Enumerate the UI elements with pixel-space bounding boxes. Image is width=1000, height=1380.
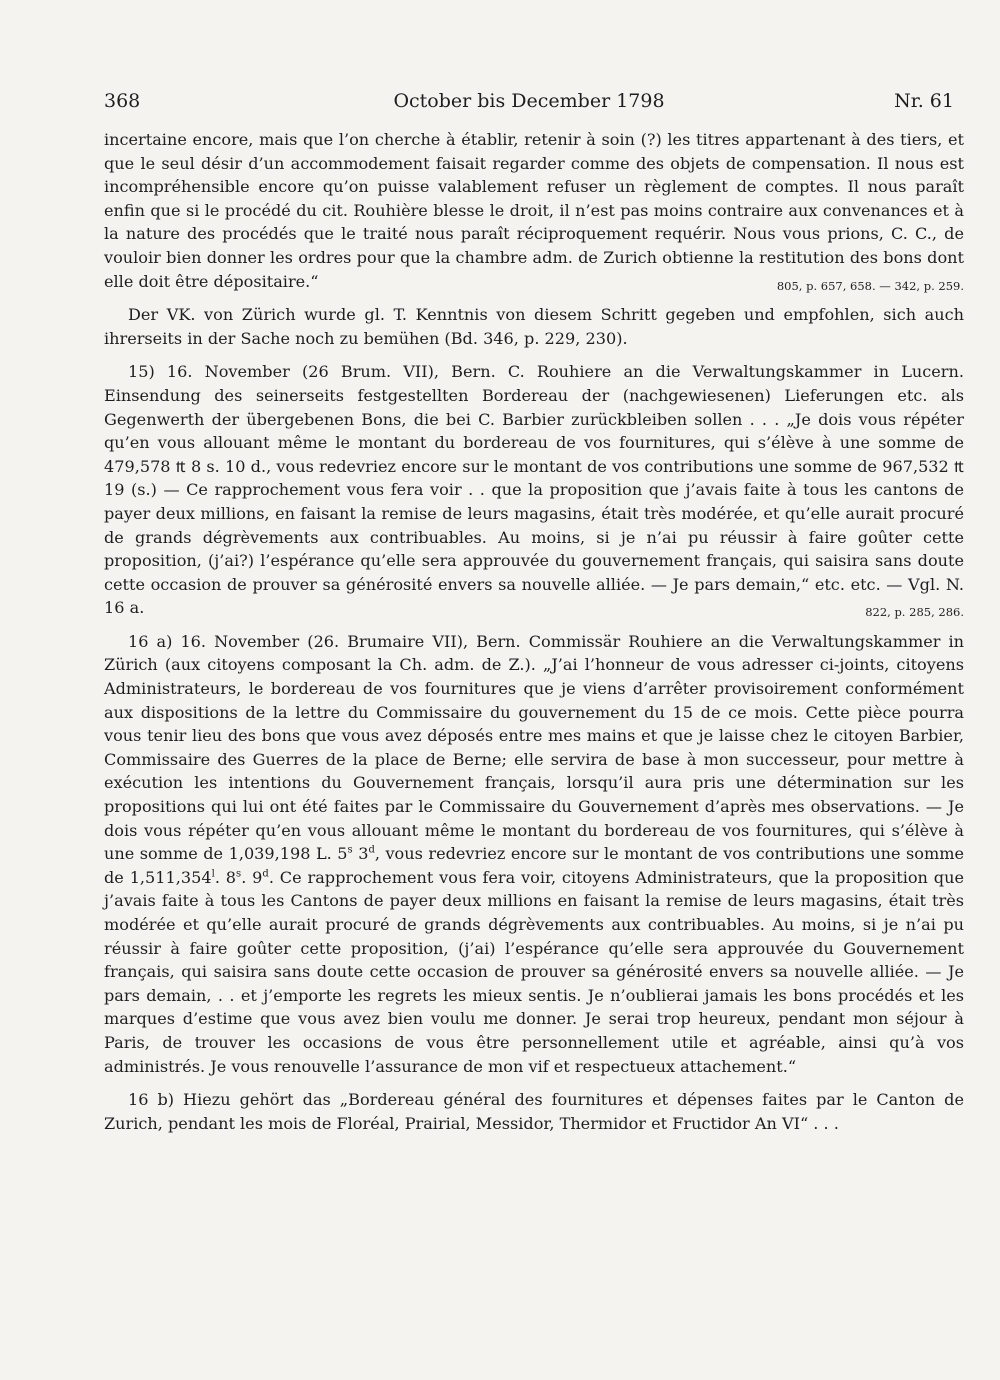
document-number: Nr. 61 (894, 90, 954, 112)
paragraph-text: , vous redevriez encore sur le montant de vos contributions une somme de 1,511,354 (104, 844, 964, 887)
paragraph-entry-15 (104, 360, 964, 620)
paragraph-text: 3 (352, 844, 369, 864)
source-reference: 822, p. 285, 286. (865, 605, 964, 620)
paragraph-text: Der VK. von Zürich wurde gl. T. Kenntnis von diesem Schritt gegeben und empfohlen, sich auch ihrerseits in der Sache noch zu bemühen (Bd. 346, p. 229, 230). (104, 305, 964, 348)
paragraph-text: . 8 (214, 867, 237, 887)
page-number: 368 (104, 90, 141, 112)
paragraph-text: . Ce rapprochement vous fera voir, citoyens Administrateurs, que la proposition que j’avais faite à tous les Cantons de payer deux millions en faisant la remise de leurs magasins, était très modérée et qu’elle aurait procuré de grands dégrèvements aux contribuables. Au moins, si je n’ai pu réussir à faire goûter cette proposition, (j’ai) l’espérance qu’elle sera approuvée du Gouvernement français, qui saisira sans doute cette occasion de prouver sa générosité envers sa nouvelle alliée. — Je pars demain, . . et j’emporte les regrets les mieux sentis. Je n’oublierai jamais les bons procédés et les marques d’estime que vous avez bien voulu me donner. Je serai trop heureux, pendant mon séjour à Paris, de trouver les occasions de vous être personnellement utile et agréable, ainsi qu’à vos administrés. Je vous renouvelle l’assurance de mon vif et respectueux attachement.“ (104, 867, 964, 1076)
paragraph-entry-16a (104, 630, 964, 1078)
paragraph-continuation (104, 128, 964, 293)
paragraph-text: 16 a) 16. November (26. Brumaire VII), Bern. Commissär Rouhiere an die Verwaltungskammer in Zürich (aux citoyens composant la Ch. adm. de Z.). „J’ai l’honneur de vous adresser ci-joints, citoyens Administrateurs, le bordereau de vos fournitures que je viens d’arrêter provisoirement conformément aux dispositions de la lettre du Commissaire du gouvernement du 15 de ce mois. Cette pièce pourra vous tenir lieu des bons que vous avez déposés entre mes mains et que je laisse chez le citoyen Barbier, Commissaire des Guerres de la place de Berne; elle servira de base à mon successeur, pour mettre à exécution les intentions du Gouvernement français, lorsqu’il aura pris une détermination sur les propositions qui lui ont été faites par le Commissaire du Gouvernement d’après mes observations. — Je dois vous répéter qu’en vous allouant même le montant du bordereau de vos fournitures, qui s’élève à une somme de 1,039,198 L. 5 (104, 631, 964, 864)
paragraph-entry-16b (104, 1088, 964, 1135)
running-title: October bis December 1798 (393, 90, 665, 112)
paragraph-text: 15) 16. November (26 Brum. VII), Bern. C. Rouhiere an die Verwaltungskammer in Lucern. Einsendung des seinerseits festgestellten Bordereau der (nachgewiesenen) Lieferungen etc. als Gegenwerth der übergebenen Bons, die bei C. Barbier zurückbleiben sollen . . . „Je dois vous répéter qu’en vous allouant même le montant du bordereau de vos fournitures, qui s’élève à une somme de 479,578 ₶ 8 s. 10 d., vous redevriez encore sur le montant de vos contributions une somme de 967,532 ₶ 19 (s.) — Ce rapprochement vous fera voir . . que la proposition que j’avais faite à tous les cantons de payer deux millions, en faisant la remise de leurs magasins, était très modérée, et qu’elle aurait procuré de grands dégrèvements aux contribuables. Au moins, si je n’ai pu réussir à faire goûter cette proposition, (j’ai?) l’espérance qu’elle sera approuvée du gouvernement français, qui saisira sans doute cette occasion de prouver sa générosité envers sa nouvelle alliée. — Je pars demain,“ etc. etc. — Vgl. N. 16 a. (104, 362, 964, 618)
superscript: d (262, 868, 269, 880)
superscript: d (368, 844, 375, 856)
superscript: s (236, 868, 242, 880)
paragraph-text: 16 b) Hiezu gehört das „Bordereau général des fournitures et dépenses faites par le Canton de Zurich, pendant les mois de Floréal, Prairial, Messidor, Thermidor et Fructidor An VI“ . . . (104, 1090, 964, 1133)
page-body (104, 128, 964, 1135)
paragraph-text: incertaine encore, mais que l’on cherche à établir, retenir à soin (?) les titres appartenant à des tiers, et que le seul désir d’un accommodement faisait regarder comme des objets de compensation. Il nous est incompréhensible encore qu’on puisse valablement refuser un règlement de comptes. Il nous paraît enfin que si le procédé du cit. Rouhière blesse le droit, il n’est pas moins contraire aux convenances et à la nature des procédés que le traité nous paraît réciproquement requérir. Nous vous prions, C. C., de vouloir bien donner les ordres pour que la chambre adm. de Zurich obtienne la restitution des bons dont elle doit être dépositaire.“ (104, 130, 964, 291)
paragraph-text: . 9 (241, 867, 263, 887)
source-reference: 805, p. 657, 658. — 342, p. 259. (776, 278, 964, 293)
superscript: l (211, 868, 215, 880)
page-header (104, 90, 954, 120)
paragraph-vk-zurich (104, 303, 964, 350)
superscript: s (347, 844, 353, 856)
